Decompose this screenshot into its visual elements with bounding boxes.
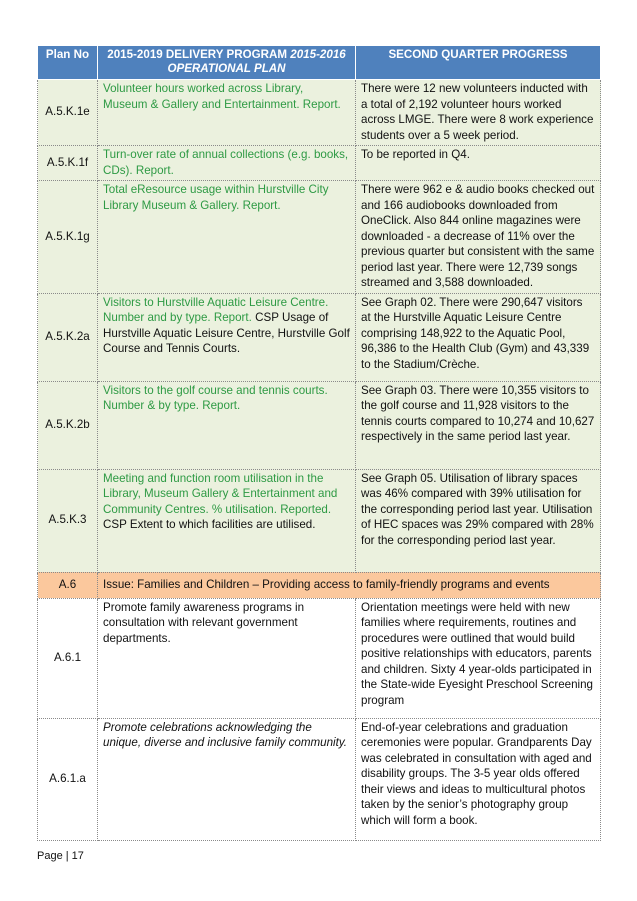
table-row xyxy=(38,598,601,718)
table-row xyxy=(38,146,601,181)
plan-no-cell: A.5.K.1g xyxy=(38,181,98,294)
plan-no-cell: A.5.K.1f xyxy=(38,146,98,181)
program-text: Meeting and function room utilisation in the Library, Museum Gallery & Entertainment and Community Centres. % utilisation. Reported. xyxy=(103,471,338,516)
table-row xyxy=(38,718,601,840)
progress-cell: End-of-year celebrations and graduation ceremonies were popular. Grandparents Day was celebrated in consultation with aged and disability groups. The 3-5 year olds offered their views and ideas to multicultural photos taken by the senior’s photography group which will form a book. xyxy=(356,718,601,840)
program-cell xyxy=(98,293,356,381)
program-cell: Promote family awareness programs in consultation with relevant government departments. xyxy=(98,598,356,718)
program-cell: Total eResource usage within Hurstville City Library Museum & Gallery. Report. xyxy=(98,181,356,294)
program-text: Visitors to Hurstville Aquatic Leisure Centre. Number and by type. Report. xyxy=(103,295,329,324)
issue-text: Issue: Families and Children – Providing access to family-friendly programs and events xyxy=(98,572,601,598)
table-row xyxy=(38,381,601,469)
table-row xyxy=(38,293,601,381)
progress-cell: To be reported in Q4. xyxy=(356,146,601,181)
program-cell: Promote celebrations acknowledging the unique, diverse and inclusive family community. xyxy=(98,718,356,840)
plan-no-cell: A.5.K.1e xyxy=(38,80,98,146)
issue-plan-no: A.6 xyxy=(38,572,98,598)
header-progress: SECOND QUARTER PROGRESS xyxy=(356,46,601,80)
program-cell: Visitors to the golf course and tennis courts. Number & by type. Report. xyxy=(98,381,356,469)
header-program: 2015-2019 DELIVERY PROGRAM 2015-2016 OPERATIONAL PLAN xyxy=(98,46,356,80)
plan-no-cell: A.5.K.3 xyxy=(38,469,98,572)
table-row xyxy=(38,469,601,572)
program-cell xyxy=(98,469,356,572)
operational-plan-table xyxy=(37,45,601,841)
progress-cell: See Graph 02. There were 290,647 visitors at the Hurstville Aquatic Leisure Centre comprising 148,922 to the Aquatic Pool, 96,386 to the Health Club (Gym) and 43,339 to the Stadium/Crèche. xyxy=(356,293,601,381)
progress-cell: See Graph 03. There were 10,355 visitors to the golf course and 11,928 visitors to the tennis courts compared to 10,274 and 10,627 respectively in the same period last year. xyxy=(356,381,601,469)
plan-no-cell: A.5.K.2b xyxy=(38,381,98,469)
page-number: Page | 17 xyxy=(37,850,84,862)
program-cell: Turn-over rate of annual collections (e.g. books, CDs). Report. xyxy=(98,146,356,181)
program-cell: Volunteer hours worked across Library, Museum & Gallery and Entertainment. Report. xyxy=(98,80,356,146)
plan-no-cell: A.6.1 xyxy=(38,598,98,718)
progress-cell: Orientation meetings were held with new families where requirements, routines and procedures were outlined that would build positive relationships with educators, parents and children. Sixty 4 year-olds participated in the State-wide Eyesight Preschool Screening program xyxy=(356,598,601,718)
progress-cell: There were 12 new volunteers inducted with a total of 2,192 volunteer hours worked across LMGE. There were 8 work experience students over a 5 week period. xyxy=(356,80,601,146)
program-csp-text: CSP Usage of Hurstville Aquatic Leisure Centre, Hurstville Golf Course and Tennis Courts. xyxy=(103,311,350,355)
plan-no-cell: A.5.K.2a xyxy=(38,293,98,381)
progress-cell: See Graph 05. Utilisation of library spaces was 46% compared with 39% utilisation for the corresponding period last year. Utilisation of HEC spaces was 29% compared with 28% for the corresponding period last year. xyxy=(356,469,601,572)
header-plan-no: Plan No xyxy=(38,46,98,80)
plan-no-cell: A.6.1.a xyxy=(38,718,98,840)
progress-cell: There were 962 e & audio books checked out and 166 audiobooks downloaded from OneClick. Also 844 online magazines were downloaded - a decrease of 11% over the previous quarter but consistent with the same period last year. There were 12,739 songs streamed and 3,588 downloaded. xyxy=(356,181,601,294)
program-csp-text: CSP Extent to which facilities are utilised. xyxy=(103,518,316,531)
issue-row xyxy=(38,572,601,598)
table-row xyxy=(38,80,601,146)
table-row xyxy=(38,181,601,294)
